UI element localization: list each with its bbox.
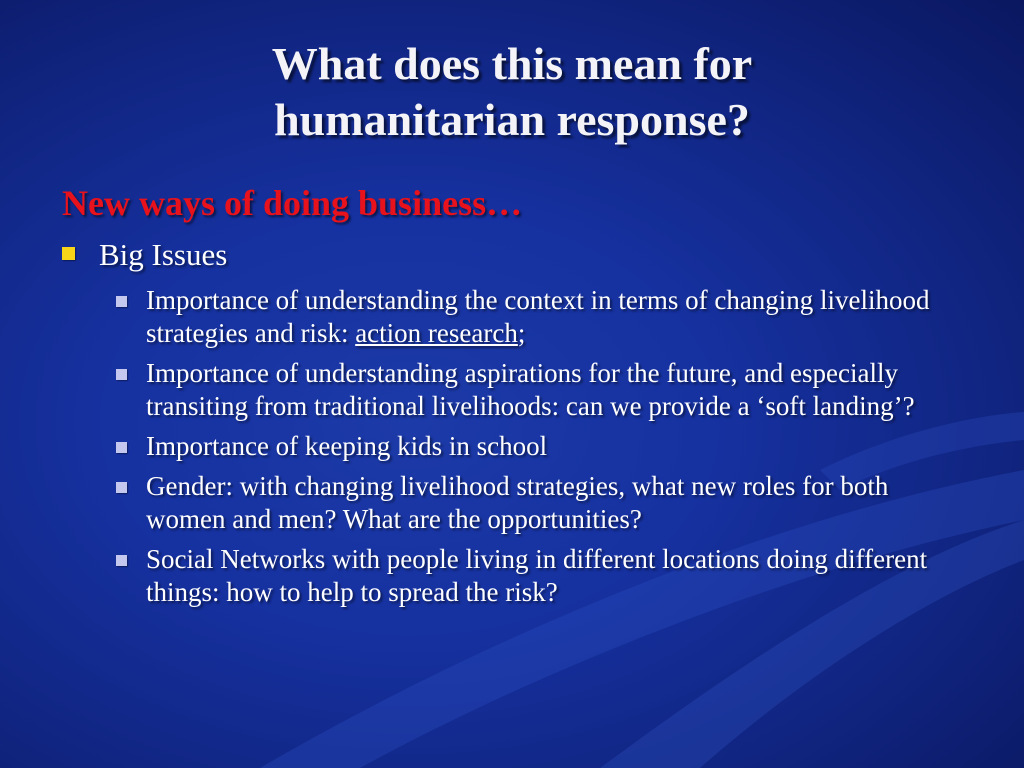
title-line-2: humanitarian response? bbox=[274, 94, 750, 145]
square-bullet-icon bbox=[116, 482, 127, 493]
list-item-text: Importance of keeping kids in school bbox=[146, 431, 548, 461]
slide-subtitle: New ways of doing business… bbox=[62, 183, 523, 223]
bullet-level1-label: Big Issues bbox=[99, 237, 228, 272]
list-item bbox=[112, 357, 952, 423]
square-bullet-icon bbox=[116, 369, 127, 380]
list-item-text: Gender: with changing livelihood strategies, what new roles for both women and men? What are the opportunities? bbox=[146, 471, 889, 534]
square-bullet-icon bbox=[62, 247, 75, 260]
list-item-text: Importance of understanding aspirations for the future, and especially transiting from traditional livelihoods: can we provide a ‘soft landing’? bbox=[146, 358, 915, 421]
list-item bbox=[112, 284, 952, 350]
bullet-level1-big-issues bbox=[62, 236, 227, 274]
list-item bbox=[112, 430, 952, 463]
square-bullet-icon bbox=[116, 555, 127, 566]
slide-title bbox=[0, 36, 1024, 148]
list-item-text: Social Networks with people living in different locations doing different things: how to help to spread the risk? bbox=[146, 544, 928, 607]
square-bullet-icon bbox=[116, 442, 127, 453]
sub-bullet-list bbox=[112, 284, 952, 616]
list-item bbox=[112, 543, 952, 609]
action-research-link[interactable]: action research bbox=[355, 318, 518, 348]
list-item-text-suffix: ; bbox=[517, 318, 526, 348]
square-bullet-icon bbox=[116, 296, 127, 307]
list-item bbox=[112, 470, 952, 536]
list-item-text: Importance of understanding the context in terms of changing livelihood strategies and risk: bbox=[146, 285, 930, 348]
title-line-1: What does this mean for bbox=[271, 38, 753, 89]
